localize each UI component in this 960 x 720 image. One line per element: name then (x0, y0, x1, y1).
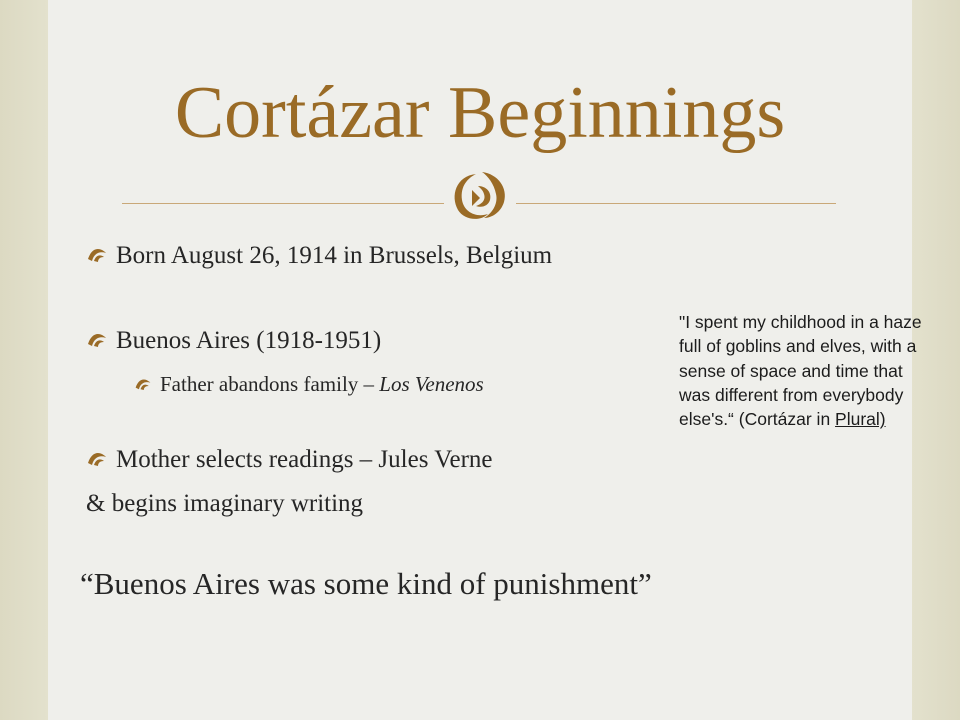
bullet-text: Buenos Aires (1918-1951) (116, 327, 382, 354)
side-quote-text: "I spent my childhood in a haze full of goblins and elves, with a sense of space and time that was different from everybody else's.“ (679, 312, 922, 430)
sub-bullet-text: Father abandons family – (160, 372, 380, 396)
slide-title: Cortázar Beginnings (174, 72, 786, 154)
bullet-text: Mother selects readings – Jules Verne (116, 446, 493, 473)
bullet-item-born (86, 242, 552, 270)
attribution-prefix: (Cortázar in (738, 409, 836, 430)
sub-bullet-emphasis: Los Venenos (379, 372, 484, 396)
bullet-swirl-icon (86, 449, 108, 467)
closing-quote: “Buenos Aires was some kind of punishment” (80, 566, 652, 601)
title-rule-left (122, 203, 444, 204)
bullet-text: Born August 26, 1914 in Brussels, Belgium (116, 242, 553, 269)
bullet-item-mother (86, 446, 493, 474)
bullet-item-buenos-aires (86, 327, 381, 355)
bullet-continuation-text: & begins imaginary writing (86, 490, 364, 517)
sub-bullet-item-father (134, 372, 484, 397)
title-rule-right (516, 203, 836, 204)
bullet-continuation (86, 490, 363, 518)
sub-bullet-swirl-icon (134, 376, 152, 391)
side-quote-attribution (739, 409, 886, 429)
side-quote (679, 310, 934, 431)
bullet-swirl-icon (86, 245, 108, 263)
ornament-icon (446, 166, 514, 226)
attribution-source: Plural) (835, 409, 886, 430)
bullet-swirl-icon (86, 330, 108, 348)
